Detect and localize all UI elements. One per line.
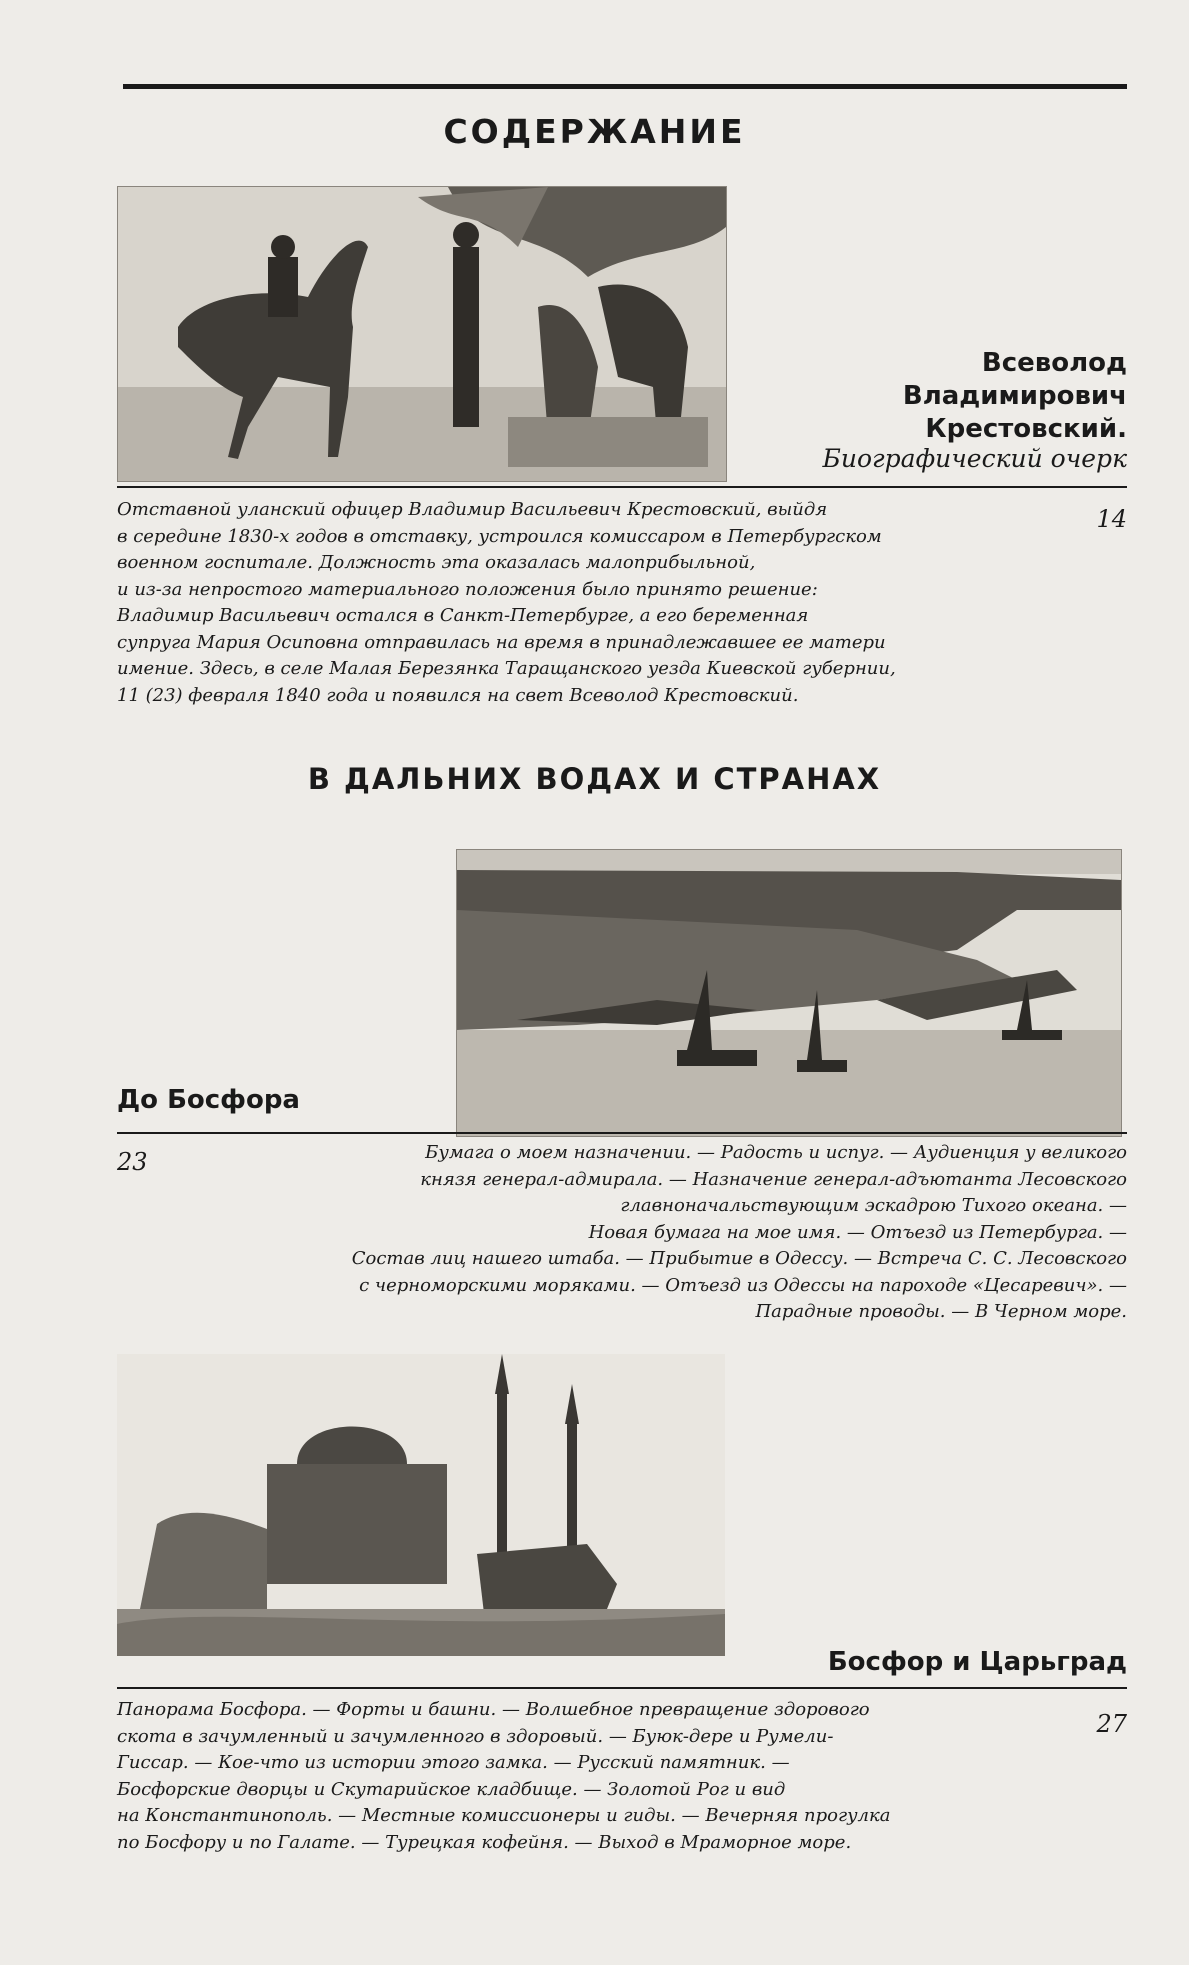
entry-rule-krestovsky [117,486,1127,488]
entry-rule-bosfor-tsargrad [117,1687,1127,1689]
entry-title-krestovsky: Всеволод Владимирович Крестовский. [902,348,1127,444]
entry-subtitle-krestovsky: Биографический очерк [822,444,1127,473]
entry-description-bosfor-tsargrad: Панорама Босфора. — Форты и башни. — Волшебное превращение здорового скота в зачумленный и зачумленного в здоровый. — Буюк-дере и Румели- Гиссар. — Кое-что из истории этого замка. — Русский памятник. — Босфорские дворцы и Скутарийское кладбище. — Золотой Рог и вид на Константинополь. — Местные комиссионеры и гиды. — Вечерняя прогулка по Босфору и по Галате. — Турецкая кофейня. — Выход в Мраморное море. [117,1699,891,1853]
top-rule [123,84,1127,89]
engraving-odessa-harbour [456,849,1122,1137]
entry-page-krestovsky: 14 [1096,505,1127,533]
engraving-constantinople-mosque [117,1354,725,1656]
engraving-constantinople-mosque-drawing [117,1354,725,1656]
entry-page-bosfor-tsargrad: 27 [1096,1710,1127,1738]
engraving-officer-horse [117,186,727,482]
entry-rule-do-bosfora [117,1132,1127,1134]
entry-page-do-bosfora: 23 [117,1148,148,1176]
engraving-officer-horse-drawing [118,187,726,481]
entry-title-bosfor-tsargrad: Босфор и Царьград [827,1647,1127,1677]
entry-title-do-bosfora: До Босфора [117,1085,300,1115]
part-heading: В ДАЛЬНИХ ВОДАХ И СТРАНАХ [307,762,882,796]
contents-heading: СОДЕРЖАНИЕ [443,112,746,151]
entry-description-krestovsky: Отставной уланский офицер Владимир Васильевич Крестовский, выйдя в середине 1830-х годов в отставку, устроился комиссаром в Петербургском военном госпитале. Должность эта оказалась малоприбыльной, и из-за непростого материального положения было принято решение: Владимир Васильевич остался в Санкт-Петербурге, а его беременная супруга Мария Осиповна отправилась на время в принадлежавшее ее матери имение. Здесь, в селе Малая Березянка Таращанского уезда Киевской губернии, 11 (23) февраля 1840 года и появился на свет Всеволод Крестовский. [117,499,896,706]
entry-description-do-bosfora: Бумага о моем назначении. — Радость и испуг. — Аудиенция у великого князя генерал-адмирала. — Назначение генерал-адъютанта Лесовского главноначальствующим эскадрою Тихого океана. — Новая бумага на мое имя. — Отъезд из Петербурга. — Состав лиц нашего штаба. — Прибытие в Одессу. — Встреча С. С. Лесовского с черноморскими моряками. — Отъезд из Одессы на пароходе «Цесаревич». — Парадные проводы. — В Черном море. [351,1142,1127,1322]
engraving-odessa-harbour-drawing [457,850,1121,1136]
